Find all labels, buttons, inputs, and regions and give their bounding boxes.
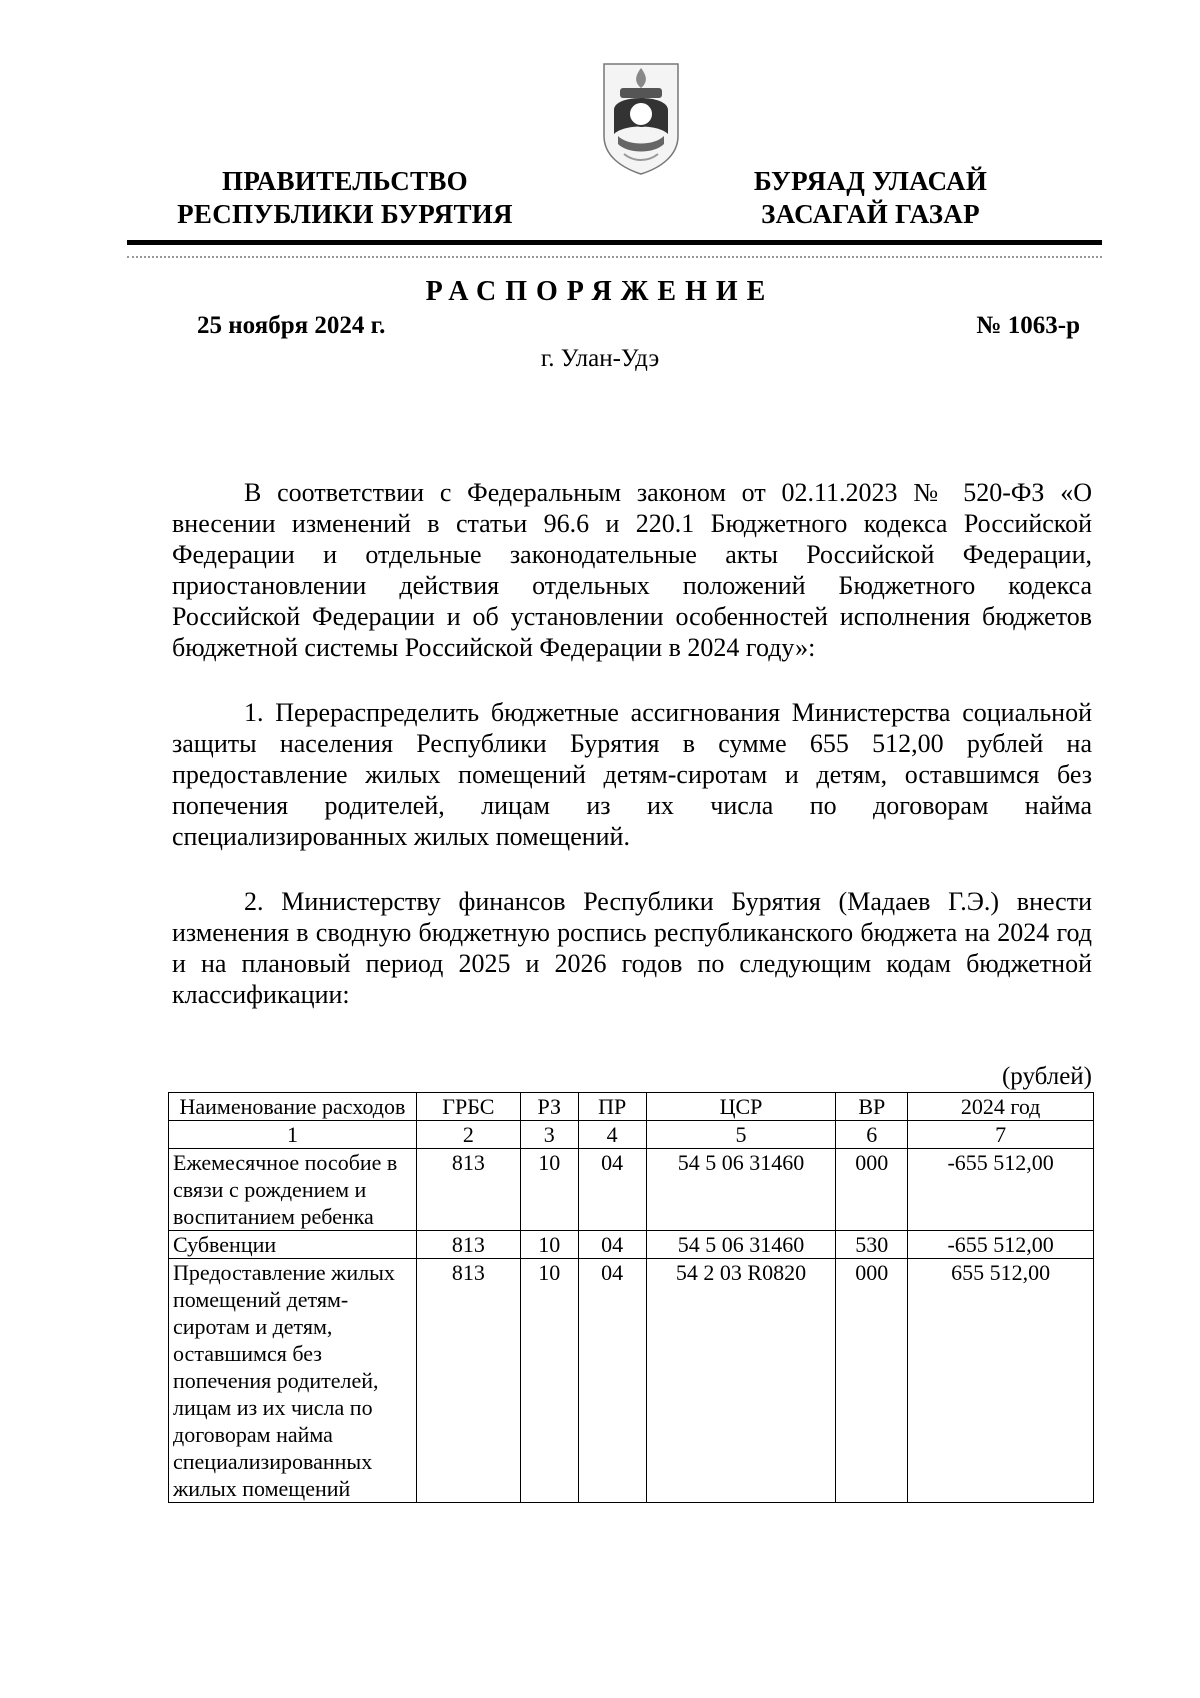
table-row (169, 1149, 1094, 1231)
budget-table (168, 1092, 1094, 1503)
table-row (169, 1231, 1094, 1259)
table-cell: 04 (578, 1259, 646, 1503)
table-header-cell: 2024 год (908, 1093, 1094, 1121)
table-cell-amount: -655 512,00 (908, 1231, 1094, 1259)
table-header-cell: РЗ (520, 1093, 578, 1121)
table-cell: 54 5 06 31460 (646, 1231, 836, 1259)
table-cell: 000 (836, 1259, 908, 1503)
paragraph-item-2-text: 2. Министерству финансов Республики Бурятия (Мадаев Г.Э.) внести изменения в сводную бюджетную роспись республиканского бюджета на 2024 год и на плановый период 2025 и 2026 годов по следующим кодам бюджетной классификации: (172, 887, 1092, 1009)
table-cell: 530 (836, 1231, 908, 1259)
table-unit: (рублей) (1001, 1063, 1092, 1090)
table-index-row (169, 1121, 1094, 1149)
paragraph-preamble-text: В соответствии с Федеральным законом от 02.11.2023 № 520-ФЗ «О внесении изменений в статьи 96.6 и 220.1 Бюджетного кодекса Российской Федерации и отдельные законодательные акты Российской Федерации, приостановлении действия отдельных положений Бюджетного кодекса Российской Федерации и об установлении особенностей исполнения бюджетов бюджетной системы Российской Федерации в 2024 году»: (172, 478, 1092, 662)
document-date: 25 ноября 2024 г. (197, 312, 386, 339)
table-cell: 10 (520, 1259, 578, 1503)
table-cell: 04 (578, 1231, 646, 1259)
table-cell: 54 2 03 R0820 (646, 1259, 836, 1503)
header-left (160, 165, 530, 231)
table-header-row (169, 1093, 1094, 1121)
table-index-cell: 3 (520, 1121, 578, 1149)
paragraph-item-1-text: 1. Перераспределить бюджетные ассигнования Министерства социальной защиты населения Республики Бурятия в сумме 655 512,00 рублей на предоставление жилых помещений детям-сиротам и детям, оставшимся без попечения родителей, лицам из их числа по договорам найма специализированных жилых помещений. (172, 698, 1092, 851)
table-cell: 813 (416, 1231, 520, 1259)
table-cell-name: Субвенции (169, 1231, 417, 1259)
government-name-ru-line2: РЕСПУБЛИКИ БУРЯТИЯ (177, 199, 513, 229)
table-cell: 10 (520, 1231, 578, 1259)
table-index-cell: 2 (416, 1121, 520, 1149)
paragraph-preamble (172, 477, 1092, 663)
table-cell: 04 (578, 1149, 646, 1231)
government-name-ru-line1: ПРАВИТЕЛЬСТВО (222, 166, 468, 196)
table-row (169, 1259, 1094, 1503)
table-cell: 813 (416, 1259, 520, 1503)
table-header-cell: ВР (836, 1093, 908, 1121)
table-index-cell: 1 (169, 1121, 417, 1149)
table-cell-amount: -655 512,00 (908, 1149, 1094, 1231)
header-rule (127, 240, 1102, 245)
table-index-cell: 5 (646, 1121, 836, 1149)
table-cell-name: Ежемесячное пособие в связи с рождением и воспитанием ребенка (169, 1149, 417, 1231)
table-index-cell: 7 (908, 1121, 1094, 1149)
table-header-cell: ГРБС (416, 1093, 520, 1121)
table-cell: 813 (416, 1149, 520, 1231)
table-cell: 10 (520, 1149, 578, 1231)
coat-of-arms-icon (598, 58, 684, 178)
government-name-bua-line1: БУРЯАД УЛАСАЙ (753, 166, 988, 196)
table-cell-amount: 655 512,00 (908, 1259, 1094, 1503)
document-number: № 1063-р (976, 312, 1080, 339)
header-right (698, 165, 1043, 231)
government-name-bua-line2: ЗАСАГАЙ ГАЗАР (761, 199, 980, 229)
header-rule-dotted (127, 256, 1102, 258)
paragraph-item-2 (172, 886, 1092, 1010)
document-title: РАСПОРЯЖЕНИЕ (425, 276, 775, 307)
table-header-cell: ЦСР (646, 1093, 836, 1121)
table-cell-name: Предоставление жилых помещений детям-сиротам и детям, оставшимся без попечения родителей, лицам из их числа по договорам найма специализированных жилых помещений (169, 1259, 417, 1503)
table-header-cell: Наименование расходов (169, 1093, 417, 1121)
table-header-cell: ПР (578, 1093, 646, 1121)
table-cell: 54 5 06 31460 (646, 1149, 836, 1231)
table-index-cell: 6 (836, 1121, 908, 1149)
paragraph-item-1 (172, 697, 1092, 852)
document-city: г. Улан-Удэ (540, 345, 660, 372)
table-index-cell: 4 (578, 1121, 646, 1149)
table-cell: 000 (836, 1149, 908, 1231)
